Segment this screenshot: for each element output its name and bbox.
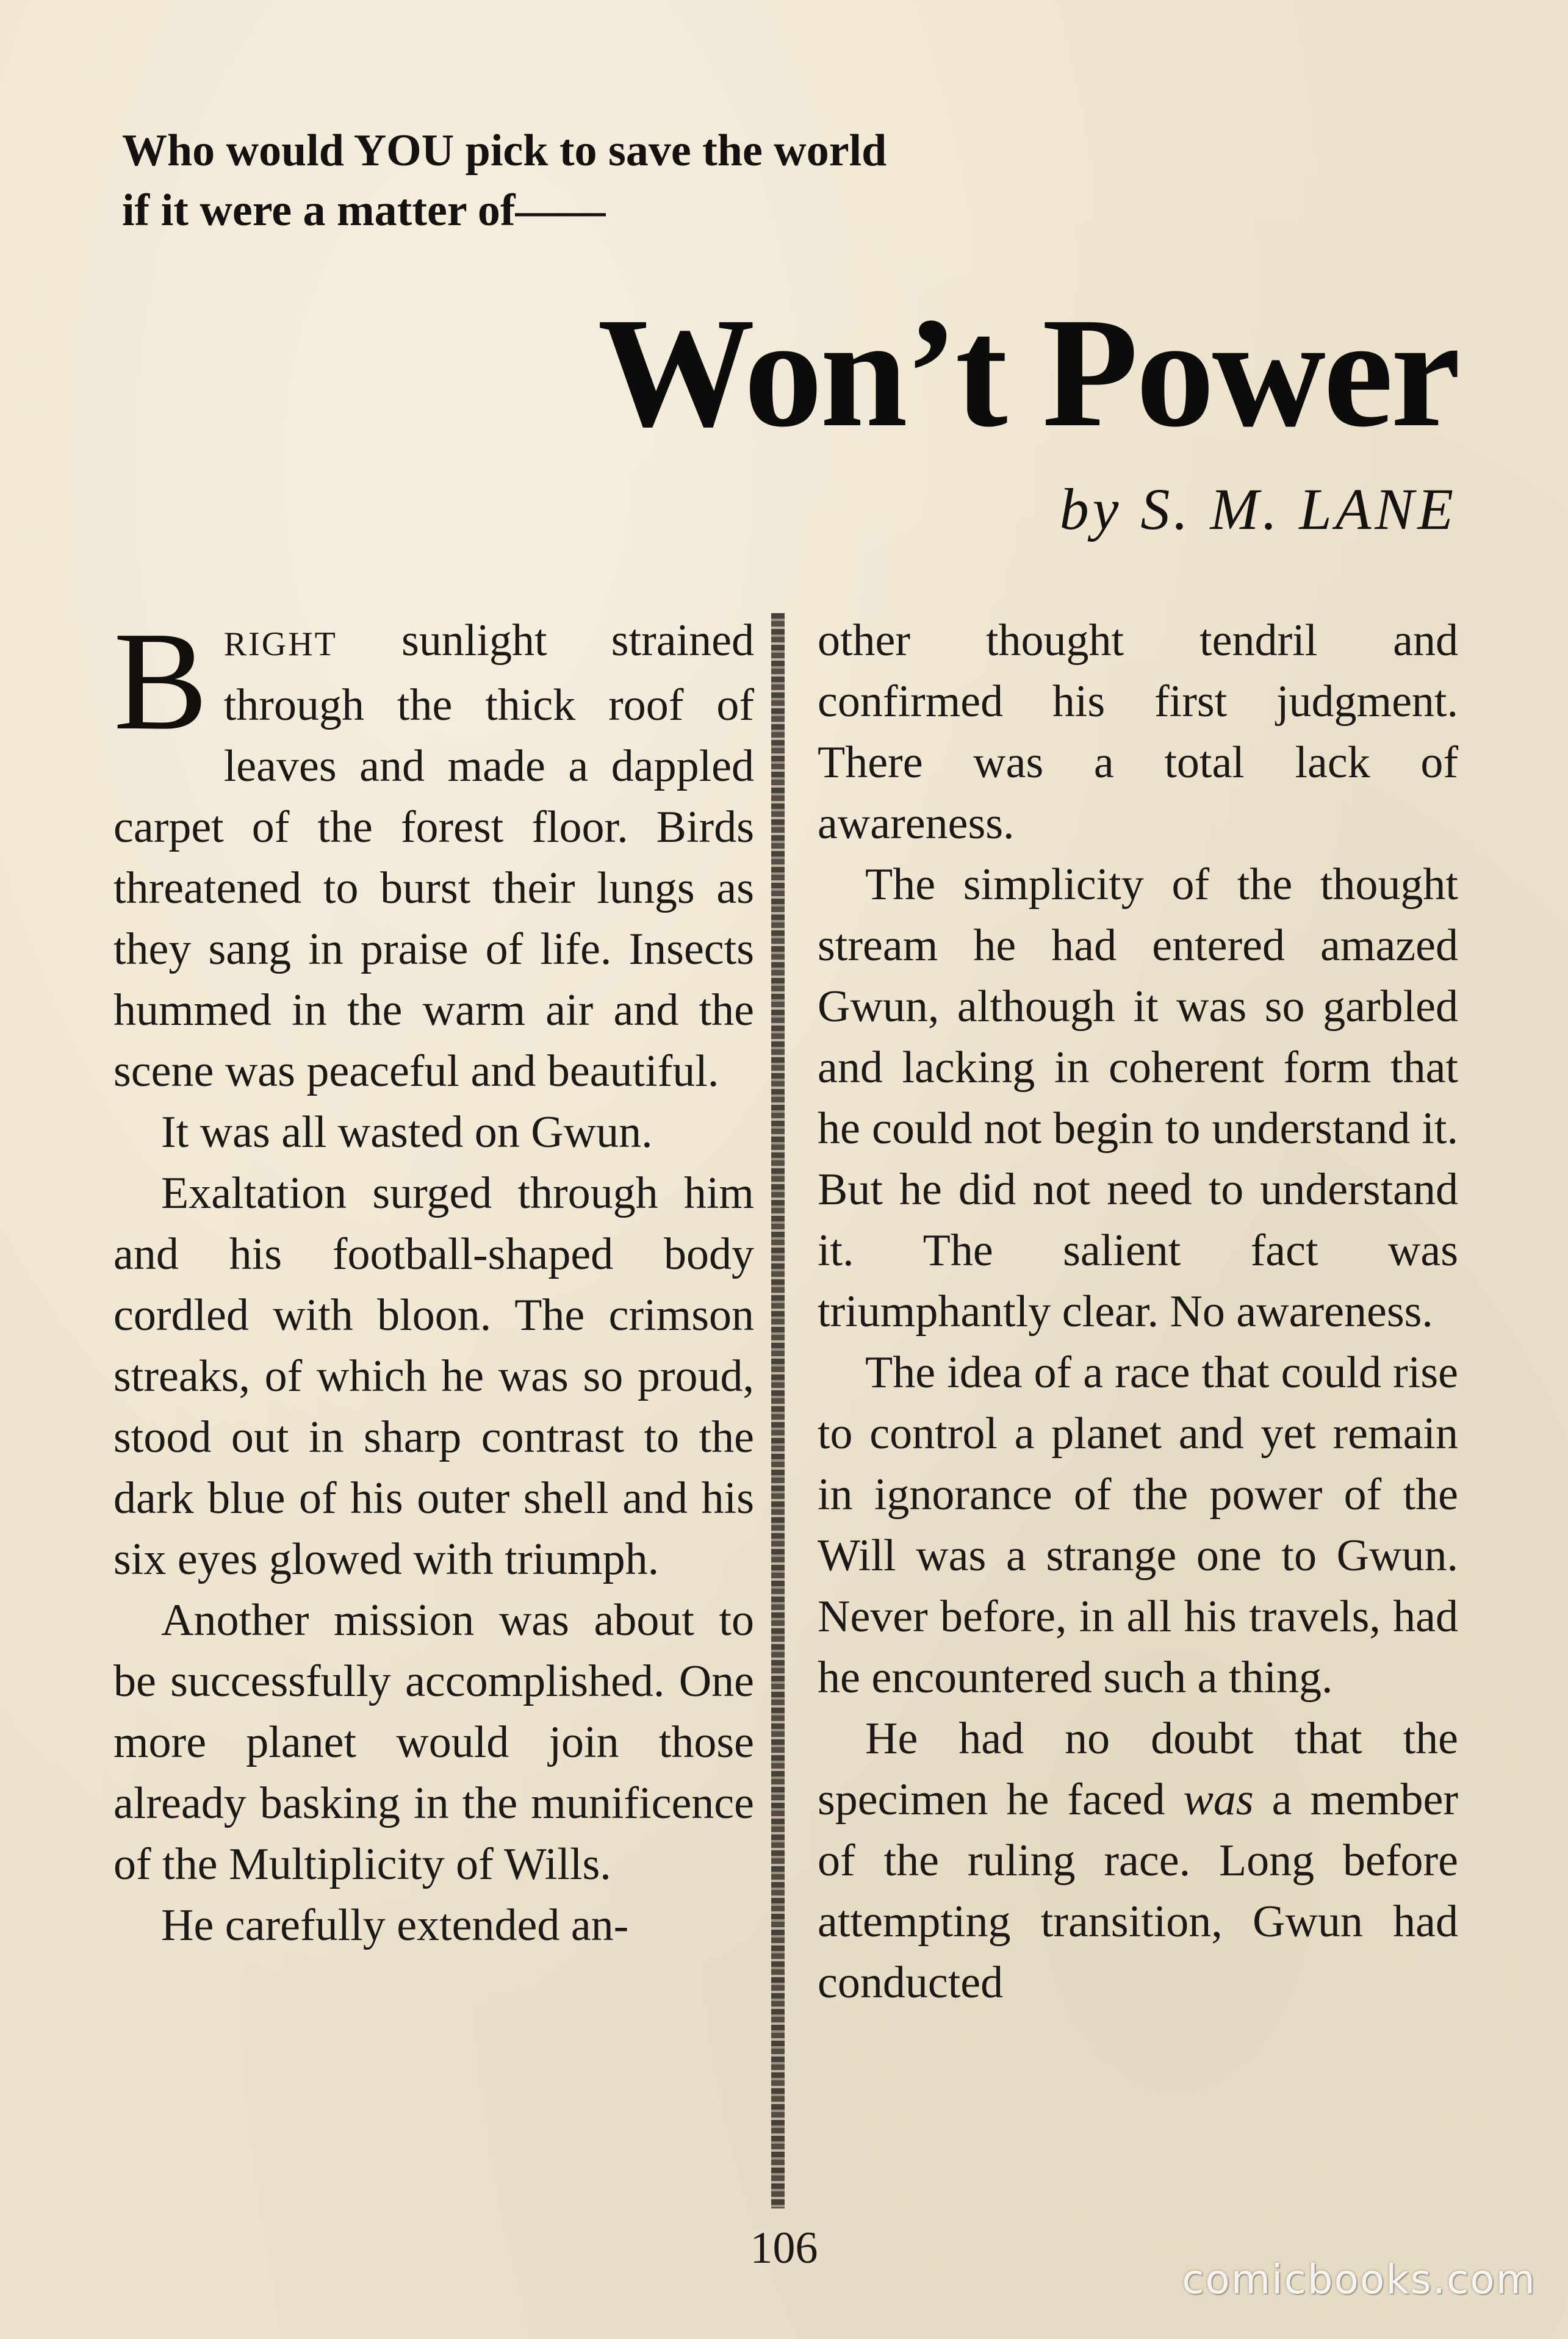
left-column	[113, 603, 754, 1956]
drop-cap: B	[113, 603, 208, 760]
teaser-line-1: Who would YOU pick to save the world	[122, 126, 887, 176]
paragraph	[113, 603, 754, 1102]
author-byline: by S. M. LANE	[1059, 476, 1457, 542]
teaser-line-2: if it were a matter of——	[122, 185, 606, 235]
paragraph: It was all wasted on Gwun.	[161, 1107, 653, 1157]
paragraph: Exaltation surged through him and his football-shaped body cordled with bloon. The crimson streaks, of which he was so proud, stood out in sharp contrast to the dark blue of his outer shell and his six eyes glowed with triumph.	[113, 1168, 754, 1584]
paragraph: The idea of a race that could rise to control a planet and yet remain in ignorance of the power of the Will was a strange one to Gwun. Never before, in all his travels, had he encountered such a thing.	[818, 1348, 1458, 1703]
page-number: 106	[750, 2223, 818, 2273]
paragraph: other thought tendril and confirmed his first judgment. There was a total lack of awareness.	[818, 616, 1458, 849]
paragraph	[818, 1708, 1458, 2013]
teaser-blurb	[122, 121, 1037, 240]
right-column	[818, 610, 1458, 2013]
paragraph-text: a member of the ruling race. Long before attempting transition, Gwun had conducted	[818, 1775, 1458, 2008]
paragraph: He carefully extended an-	[161, 1900, 629, 1950]
paragraph: Another mission was about to be successfully accomplished. One more planet would join those already basking in the munificence of the Multiplicity of Wills.	[113, 1595, 754, 1889]
paragraph-text: sunlight strained through the thick roof of leaves and made a dappled carpet of the forest floor. Birds threatened to burst their lungs as they sang in praise of life. Insects hummed in the warm air and the scene was peaceful and beautiful.	[113, 616, 754, 1096]
site-watermark: comicbooks.com	[1182, 2256, 1536, 2303]
paragraph: The simplicity of the thought stream he had entered amazed Gwun, although it was so garbled and lacking in coherent form that he could not begin to understand it. But he did not need to understand it. The salient fact was triumphantly clear. No awareness.	[818, 860, 1458, 1337]
story-title: Won’t Power	[597, 285, 1458, 459]
column-divider	[771, 613, 785, 2208]
small-caps-lead: RIGHT	[223, 625, 337, 663]
paragraph-text: He had no doubt that the specimen he faced	[818, 1714, 1458, 1825]
emphasis: was	[1183, 1775, 1254, 1825]
